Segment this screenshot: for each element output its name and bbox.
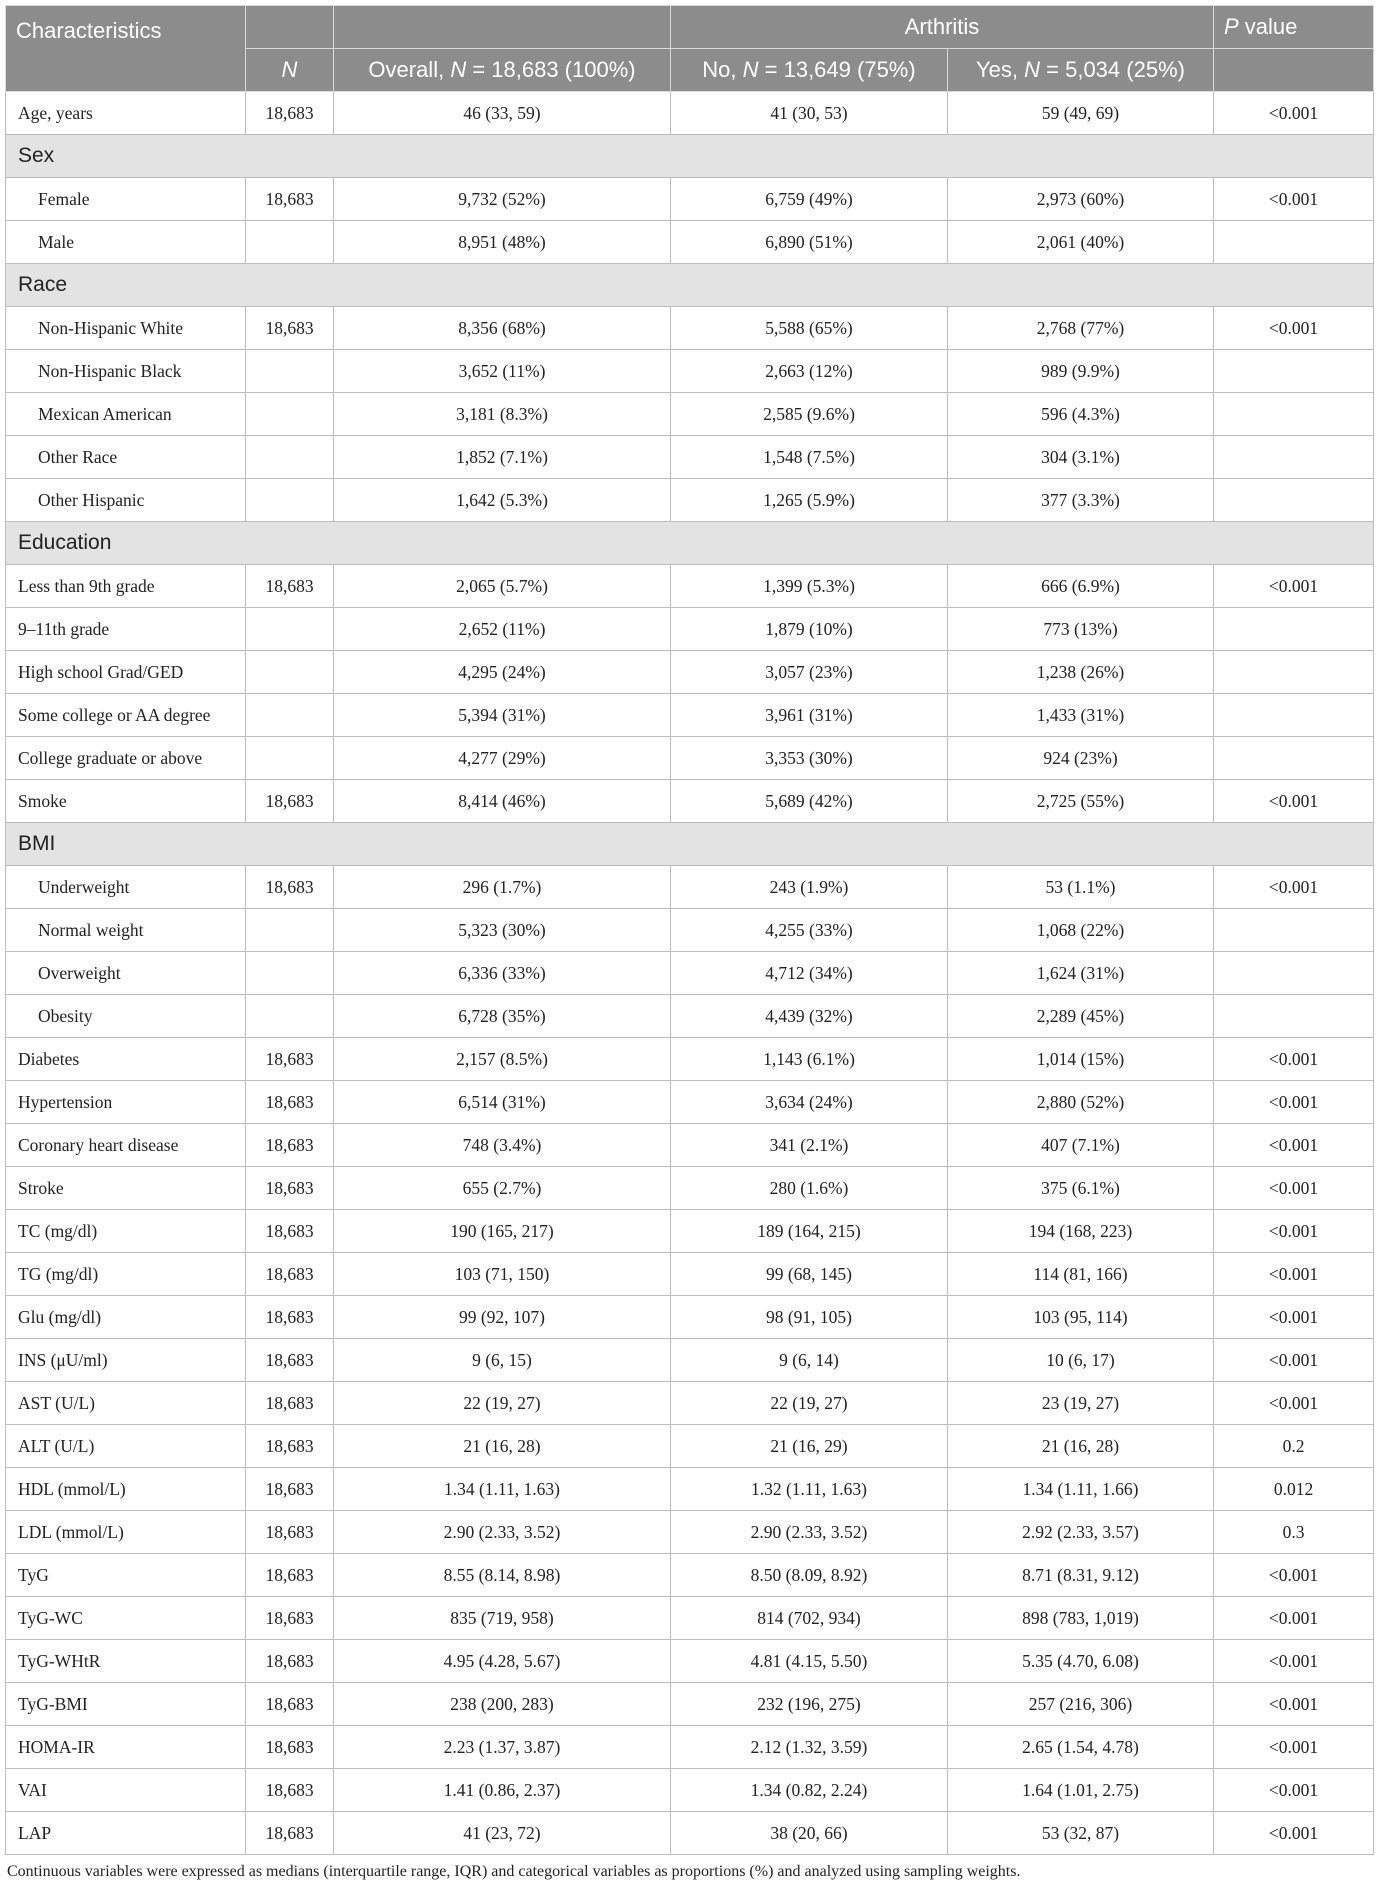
cell-arthritis-no: 341 (2.1%) xyxy=(671,1124,948,1167)
cell-arthritis-yes: 898 (783, 1,019) xyxy=(948,1597,1214,1640)
cell-n: 18,683 xyxy=(246,1812,334,1855)
cell-n: 18,683 xyxy=(246,1296,334,1339)
table-row xyxy=(6,350,1374,393)
table-row xyxy=(6,1597,1374,1640)
row-label: INS (μU/ml) xyxy=(6,1339,246,1382)
row-label: Female xyxy=(6,178,246,221)
table-row xyxy=(6,178,1374,221)
header-overall: Overall, N = 18,683 (100%) xyxy=(334,49,671,92)
cell-p-value xyxy=(1214,909,1374,952)
cell-overall: 1,642 (5.3%) xyxy=(334,479,671,522)
cell-p-value: <0.001 xyxy=(1214,1683,1374,1726)
row-label: Male xyxy=(6,221,246,264)
row-label: Glu (mg/dl) xyxy=(6,1296,246,1339)
table-row xyxy=(6,393,1374,436)
row-label: Normal weight xyxy=(6,909,246,952)
cell-overall: 6,728 (35%) xyxy=(334,995,671,1038)
row-label: VAI xyxy=(6,1769,246,1812)
cell-overall: 2.90 (2.33, 3.52) xyxy=(334,1511,671,1554)
cell-arthritis-yes: 59 (49, 69) xyxy=(948,92,1214,135)
cell-p-value xyxy=(1214,737,1374,780)
cell-n: 18,683 xyxy=(246,866,334,909)
cell-arthritis-yes: 23 (19, 27) xyxy=(948,1382,1214,1425)
cell-n xyxy=(246,952,334,995)
cell-overall: 103 (71, 150) xyxy=(334,1253,671,1296)
cell-n xyxy=(246,737,334,780)
table-row xyxy=(6,737,1374,780)
cell-p-value: <0.001 xyxy=(1214,1640,1374,1683)
row-label: College graduate or above xyxy=(6,737,246,780)
cell-p-value: <0.001 xyxy=(1214,1124,1374,1167)
cell-p-value xyxy=(1214,694,1374,737)
cell-arthritis-yes: 8.71 (8.31, 9.12) xyxy=(948,1554,1214,1597)
table-row xyxy=(6,909,1374,952)
cell-overall: 6,336 (33%) xyxy=(334,952,671,995)
cell-overall: 9,732 (52%) xyxy=(334,178,671,221)
cell-n xyxy=(246,436,334,479)
row-label: Overweight xyxy=(6,952,246,995)
row-label: Non-Hispanic Black xyxy=(6,350,246,393)
cell-arthritis-yes: 53 (32, 87) xyxy=(948,1812,1214,1855)
table-row xyxy=(6,1339,1374,1382)
row-label: LAP xyxy=(6,1812,246,1855)
header-blank-overall xyxy=(334,6,671,49)
section-label: Sex xyxy=(6,135,1374,178)
cell-overall: 4.95 (4.28, 5.67) xyxy=(334,1640,671,1683)
section-row xyxy=(6,264,1374,307)
row-label: Other Race xyxy=(6,436,246,479)
cell-p-value: <0.001 xyxy=(1214,1812,1374,1855)
table-row xyxy=(6,780,1374,823)
cell-p-value: <0.001 xyxy=(1214,1769,1374,1812)
table-row xyxy=(6,1511,1374,1554)
section-label: Education xyxy=(6,522,1374,565)
cell-arthritis-no: 3,353 (30%) xyxy=(671,737,948,780)
cell-overall: 46 (33, 59) xyxy=(334,92,671,135)
cell-arthritis-yes: 114 (81, 166) xyxy=(948,1253,1214,1296)
cell-arthritis-no: 243 (1.9%) xyxy=(671,866,948,909)
table-row xyxy=(6,1683,1374,1726)
cell-arthritis-no: 1.32 (1.11, 1.63) xyxy=(671,1468,948,1511)
row-label: Age, years xyxy=(6,92,246,135)
cell-n: 18,683 xyxy=(246,1382,334,1425)
table-row xyxy=(6,479,1374,522)
cell-p-value: <0.001 xyxy=(1214,1038,1374,1081)
table-row xyxy=(6,1468,1374,1511)
cell-n: 18,683 xyxy=(246,1726,334,1769)
row-label: Smoke xyxy=(6,780,246,823)
cell-overall: 3,181 (8.3%) xyxy=(334,393,671,436)
cell-p-value xyxy=(1214,995,1374,1038)
cell-arthritis-yes: 53 (1.1%) xyxy=(948,866,1214,909)
row-label: Obesity xyxy=(6,995,246,1038)
row-label: Mexican American xyxy=(6,393,246,436)
cell-overall: 748 (3.4%) xyxy=(334,1124,671,1167)
table-row xyxy=(6,1425,1374,1468)
cell-arthritis-yes: 257 (216, 306) xyxy=(948,1683,1214,1726)
cell-arthritis-yes: 773 (13%) xyxy=(948,608,1214,651)
cell-n xyxy=(246,694,334,737)
cell-arthritis-yes: 2,289 (45%) xyxy=(948,995,1214,1038)
cell-p-value xyxy=(1214,651,1374,694)
cell-p-value: <0.001 xyxy=(1214,1339,1374,1382)
cell-arthritis-yes: 2.92 (2.33, 3.57) xyxy=(948,1511,1214,1554)
cell-n: 18,683 xyxy=(246,1167,334,1210)
cell-n: 18,683 xyxy=(246,1081,334,1124)
cell-n: 18,683 xyxy=(246,1253,334,1296)
cell-p-value: <0.001 xyxy=(1214,1210,1374,1253)
header-blank-n xyxy=(246,6,334,49)
cell-arthritis-no: 189 (164, 215) xyxy=(671,1210,948,1253)
cell-arthritis-no: 4,712 (34%) xyxy=(671,952,948,995)
cell-n: 18,683 xyxy=(246,565,334,608)
table-row xyxy=(6,1296,1374,1339)
table-row xyxy=(6,1038,1374,1081)
row-label: Less than 9th grade xyxy=(6,565,246,608)
cell-arthritis-yes: 1.64 (1.01, 2.75) xyxy=(948,1769,1214,1812)
cell-n: 18,683 xyxy=(246,1339,334,1382)
cell-arthritis-yes: 304 (3.1%) xyxy=(948,436,1214,479)
table-row xyxy=(6,1769,1374,1812)
cell-n: 18,683 xyxy=(246,1511,334,1554)
table-row xyxy=(6,1210,1374,1253)
cell-p-value: <0.001 xyxy=(1214,565,1374,608)
cell-arthritis-no: 5,588 (65%) xyxy=(671,307,948,350)
cell-n xyxy=(246,651,334,694)
row-label: ALT (U/L) xyxy=(6,1425,246,1468)
row-label: Other Hispanic xyxy=(6,479,246,522)
cell-overall: 2,652 (11%) xyxy=(334,608,671,651)
cell-arthritis-yes: 2.65 (1.54, 4.78) xyxy=(948,1726,1214,1769)
row-label: TG (mg/dl) xyxy=(6,1253,246,1296)
row-label: Diabetes xyxy=(6,1038,246,1081)
cell-overall: 8.55 (8.14, 8.98) xyxy=(334,1554,671,1597)
cell-p-value: 0.012 xyxy=(1214,1468,1374,1511)
cell-arthritis-no: 1.34 (0.82, 2.24) xyxy=(671,1769,948,1812)
cell-arthritis-no: 2,663 (12%) xyxy=(671,350,948,393)
cell-arthritis-yes: 377 (3.3%) xyxy=(948,479,1214,522)
cell-n: 18,683 xyxy=(246,1124,334,1167)
cell-arthritis-no: 22 (19, 27) xyxy=(671,1382,948,1425)
cell-arthritis-yes: 1,238 (26%) xyxy=(948,651,1214,694)
cell-overall: 190 (165, 217) xyxy=(334,1210,671,1253)
cell-n xyxy=(246,221,334,264)
row-label: Underweight xyxy=(6,866,246,909)
section-row xyxy=(6,135,1374,178)
cell-arthritis-no: 1,143 (6.1%) xyxy=(671,1038,948,1081)
row-label: Some college or AA degree xyxy=(6,694,246,737)
table-row xyxy=(6,1081,1374,1124)
cell-arthritis-no: 4,439 (32%) xyxy=(671,995,948,1038)
cell-n xyxy=(246,608,334,651)
table-body xyxy=(6,92,1374,1855)
cell-arthritis-yes: 2,768 (77%) xyxy=(948,307,1214,350)
table-row xyxy=(6,1253,1374,1296)
cell-p-value: <0.001 xyxy=(1214,1081,1374,1124)
cell-arthritis-yes: 375 (6.1%) xyxy=(948,1167,1214,1210)
cell-arthritis-no: 1,265 (5.9%) xyxy=(671,479,948,522)
cell-overall: 22 (19, 27) xyxy=(334,1382,671,1425)
cell-overall: 9 (6, 15) xyxy=(334,1339,671,1382)
cell-overall: 8,356 (68%) xyxy=(334,307,671,350)
cell-p-value: <0.001 xyxy=(1214,1296,1374,1339)
table-row xyxy=(6,1726,1374,1769)
table-container xyxy=(5,5,1373,1881)
cell-n: 18,683 xyxy=(246,780,334,823)
cell-overall: 8,414 (46%) xyxy=(334,780,671,823)
cell-arthritis-yes: 103 (95, 114) xyxy=(948,1296,1214,1339)
cell-overall: 2.23 (1.37, 3.87) xyxy=(334,1726,671,1769)
cell-p-value: <0.001 xyxy=(1214,1167,1374,1210)
table-row xyxy=(6,694,1374,737)
table-row xyxy=(6,1812,1374,1855)
cell-arthritis-no: 3,057 (23%) xyxy=(671,651,948,694)
cell-arthritis-no: 280 (1.6%) xyxy=(671,1167,948,1210)
row-label: Non-Hispanic White xyxy=(6,307,246,350)
header-arthritis-no: No, N = 13,649 (75%) xyxy=(671,49,948,92)
cell-arthritis-yes: 666 (6.9%) xyxy=(948,565,1214,608)
cell-p-value: <0.001 xyxy=(1214,1554,1374,1597)
section-row xyxy=(6,522,1374,565)
cell-overall: 2,157 (8.5%) xyxy=(334,1038,671,1081)
table-row xyxy=(6,307,1374,350)
cell-overall: 41 (23, 72) xyxy=(334,1812,671,1855)
table-header xyxy=(6,6,1374,92)
cell-p-value xyxy=(1214,608,1374,651)
cell-p-value: 0.2 xyxy=(1214,1425,1374,1468)
cell-arthritis-no: 2,585 (9.6%) xyxy=(671,393,948,436)
cell-n xyxy=(246,995,334,1038)
cell-p-value: 0.3 xyxy=(1214,1511,1374,1554)
row-label: TyG-WC xyxy=(6,1597,246,1640)
cell-arthritis-no: 98 (91, 105) xyxy=(671,1296,948,1339)
cell-arthritis-yes: 2,973 (60%) xyxy=(948,178,1214,221)
row-label: TyG xyxy=(6,1554,246,1597)
row-label: Coronary heart disease xyxy=(6,1124,246,1167)
cell-overall: 1.41 (0.86, 2.37) xyxy=(334,1769,671,1812)
cell-p-value xyxy=(1214,393,1374,436)
cell-arthritis-yes: 924 (23%) xyxy=(948,737,1214,780)
cell-n xyxy=(246,350,334,393)
row-label: TyG-BMI xyxy=(6,1683,246,1726)
section-label: BMI xyxy=(6,823,1374,866)
table-row xyxy=(6,1382,1374,1425)
row-label: High school Grad/GED xyxy=(6,651,246,694)
cell-arthritis-no: 3,634 (24%) xyxy=(671,1081,948,1124)
table-row xyxy=(6,995,1374,1038)
cell-n: 18,683 xyxy=(246,1683,334,1726)
cell-arthritis-no: 99 (68, 145) xyxy=(671,1253,948,1296)
cell-arthritis-no: 38 (20, 66) xyxy=(671,1812,948,1855)
header-characteristics: Characteristics xyxy=(6,6,246,92)
cell-arthritis-yes: 2,061 (40%) xyxy=(948,221,1214,264)
cell-arthritis-yes: 1,068 (22%) xyxy=(948,909,1214,952)
cell-arthritis-no: 814 (702, 934) xyxy=(671,1597,948,1640)
cell-n xyxy=(246,909,334,952)
cell-p-value: <0.001 xyxy=(1214,866,1374,909)
cell-arthritis-no: 1,879 (10%) xyxy=(671,608,948,651)
cell-p-value: <0.001 xyxy=(1214,307,1374,350)
cell-arthritis-no: 2.90 (2.33, 3.52) xyxy=(671,1511,948,1554)
cell-p-value xyxy=(1214,436,1374,479)
table-row xyxy=(6,651,1374,694)
cell-arthritis-yes: 5.35 (4.70, 6.08) xyxy=(948,1640,1214,1683)
cell-overall: 296 (1.7%) xyxy=(334,866,671,909)
cell-p-value: <0.001 xyxy=(1214,178,1374,221)
row-label: 9–11th grade xyxy=(6,608,246,651)
cell-overall: 4,295 (24%) xyxy=(334,651,671,694)
table-row xyxy=(6,436,1374,479)
cell-n: 18,683 xyxy=(246,1597,334,1640)
cell-arthritis-yes: 1,624 (31%) xyxy=(948,952,1214,995)
cell-n: 18,683 xyxy=(246,1425,334,1468)
cell-arthritis-yes: 21 (16, 28) xyxy=(948,1425,1214,1468)
cell-overall: 4,277 (29%) xyxy=(334,737,671,780)
section-row xyxy=(6,823,1374,866)
cell-p-value: <0.001 xyxy=(1214,1253,1374,1296)
cell-p-value: <0.001 xyxy=(1214,1382,1374,1425)
cell-n: 18,683 xyxy=(246,1468,334,1511)
cell-p-value xyxy=(1214,952,1374,995)
cell-n: 18,683 xyxy=(246,1640,334,1683)
cell-arthritis-no: 6,759 (49%) xyxy=(671,178,948,221)
cell-arthritis-no: 9 (6, 14) xyxy=(671,1339,948,1382)
cell-p-value xyxy=(1214,350,1374,393)
header-p-value: P value xyxy=(1214,6,1374,49)
cell-p-value xyxy=(1214,221,1374,264)
cell-arthritis-no: 8.50 (8.09, 8.92) xyxy=(671,1554,948,1597)
cell-overall: 99 (92, 107) xyxy=(334,1296,671,1339)
cell-overall: 5,394 (31%) xyxy=(334,694,671,737)
cell-p-value: <0.001 xyxy=(1214,92,1374,135)
cell-arthritis-yes: 2,880 (52%) xyxy=(948,1081,1214,1124)
cell-n: 18,683 xyxy=(246,178,334,221)
cell-overall: 1.34 (1.11, 1.63) xyxy=(334,1468,671,1511)
row-label: AST (U/L) xyxy=(6,1382,246,1425)
cell-overall: 238 (200, 283) xyxy=(334,1683,671,1726)
cell-p-value: <0.001 xyxy=(1214,1726,1374,1769)
cell-p-value: <0.001 xyxy=(1214,780,1374,823)
characteristics-table xyxy=(5,5,1374,1855)
cell-p-value: <0.001 xyxy=(1214,1597,1374,1640)
cell-arthritis-no: 232 (196, 275) xyxy=(671,1683,948,1726)
cell-n: 18,683 xyxy=(246,307,334,350)
cell-n: 18,683 xyxy=(246,1554,334,1597)
cell-arthritis-yes: 10 (6, 17) xyxy=(948,1339,1214,1382)
cell-n: 18,683 xyxy=(246,1038,334,1081)
cell-arthritis-no: 4,255 (33%) xyxy=(671,909,948,952)
header-arthritis: Arthritis xyxy=(671,6,1214,49)
table-row xyxy=(6,952,1374,995)
cell-n xyxy=(246,479,334,522)
cell-overall: 5,323 (30%) xyxy=(334,909,671,952)
table-row xyxy=(6,92,1374,135)
cell-overall: 21 (16, 28) xyxy=(334,1425,671,1468)
table-footnote: Continuous variables were expressed as medians (interquartile range, IQR) and categorical variables as proportions (%) and analyzed using sampling weights. xyxy=(7,1863,1021,1880)
cell-overall: 6,514 (31%) xyxy=(334,1081,671,1124)
cell-arthritis-yes: 596 (4.3%) xyxy=(948,393,1214,436)
cell-overall: 3,652 (11%) xyxy=(334,350,671,393)
row-label: TyG-WHtR xyxy=(6,1640,246,1683)
header-n: N xyxy=(246,49,334,92)
cell-overall: 1,852 (7.1%) xyxy=(334,436,671,479)
cell-overall: 2,065 (5.7%) xyxy=(334,565,671,608)
row-label: LDL (mmol/L) xyxy=(6,1511,246,1554)
row-label: TC (mg/dl) xyxy=(6,1210,246,1253)
cell-overall: 8,951 (48%) xyxy=(334,221,671,264)
table-row xyxy=(6,1167,1374,1210)
cell-n xyxy=(246,393,334,436)
cell-arthritis-no: 2.12 (1.32, 3.59) xyxy=(671,1726,948,1769)
cell-arthritis-no: 6,890 (51%) xyxy=(671,221,948,264)
row-label: HDL (mmol/L) xyxy=(6,1468,246,1511)
cell-arthritis-yes: 1,433 (31%) xyxy=(948,694,1214,737)
cell-overall: 835 (719, 958) xyxy=(334,1597,671,1640)
cell-arthritis-yes: 2,725 (55%) xyxy=(948,780,1214,823)
header-p-blank xyxy=(1214,49,1374,92)
table-row xyxy=(6,866,1374,909)
table-row xyxy=(6,1124,1374,1167)
cell-arthritis-no: 1,399 (5.3%) xyxy=(671,565,948,608)
section-label: Race xyxy=(6,264,1374,307)
cell-arthritis-yes: 194 (168, 223) xyxy=(948,1210,1214,1253)
cell-p-value xyxy=(1214,479,1374,522)
cell-arthritis-no: 41 (30, 53) xyxy=(671,92,948,135)
cell-arthritis-yes: 1.34 (1.11, 1.66) xyxy=(948,1468,1214,1511)
cell-arthritis-yes: 989 (9.9%) xyxy=(948,350,1214,393)
cell-n: 18,683 xyxy=(246,1769,334,1812)
cell-arthritis-yes: 407 (7.1%) xyxy=(948,1124,1214,1167)
table-row xyxy=(6,1640,1374,1683)
row-label: Hypertension xyxy=(6,1081,246,1124)
cell-arthritis-no: 3,961 (31%) xyxy=(671,694,948,737)
row-label: HOMA-IR xyxy=(6,1726,246,1769)
cell-n: 18,683 xyxy=(246,92,334,135)
table-row xyxy=(6,608,1374,651)
cell-arthritis-no: 1,548 (7.5%) xyxy=(671,436,948,479)
cell-arthritis-yes: 1,014 (15%) xyxy=(948,1038,1214,1081)
cell-overall: 655 (2.7%) xyxy=(334,1167,671,1210)
table-row xyxy=(6,565,1374,608)
cell-arthritis-no: 4.81 (4.15, 5.50) xyxy=(671,1640,948,1683)
cell-n: 18,683 xyxy=(246,1210,334,1253)
cell-arthritis-no: 5,689 (42%) xyxy=(671,780,948,823)
table-row xyxy=(6,221,1374,264)
cell-arthritis-no: 21 (16, 29) xyxy=(671,1425,948,1468)
header-arthritis-yes: Yes, N = 5,034 (25%) xyxy=(948,49,1214,92)
row-label: Stroke xyxy=(6,1167,246,1210)
table-row xyxy=(6,1554,1374,1597)
